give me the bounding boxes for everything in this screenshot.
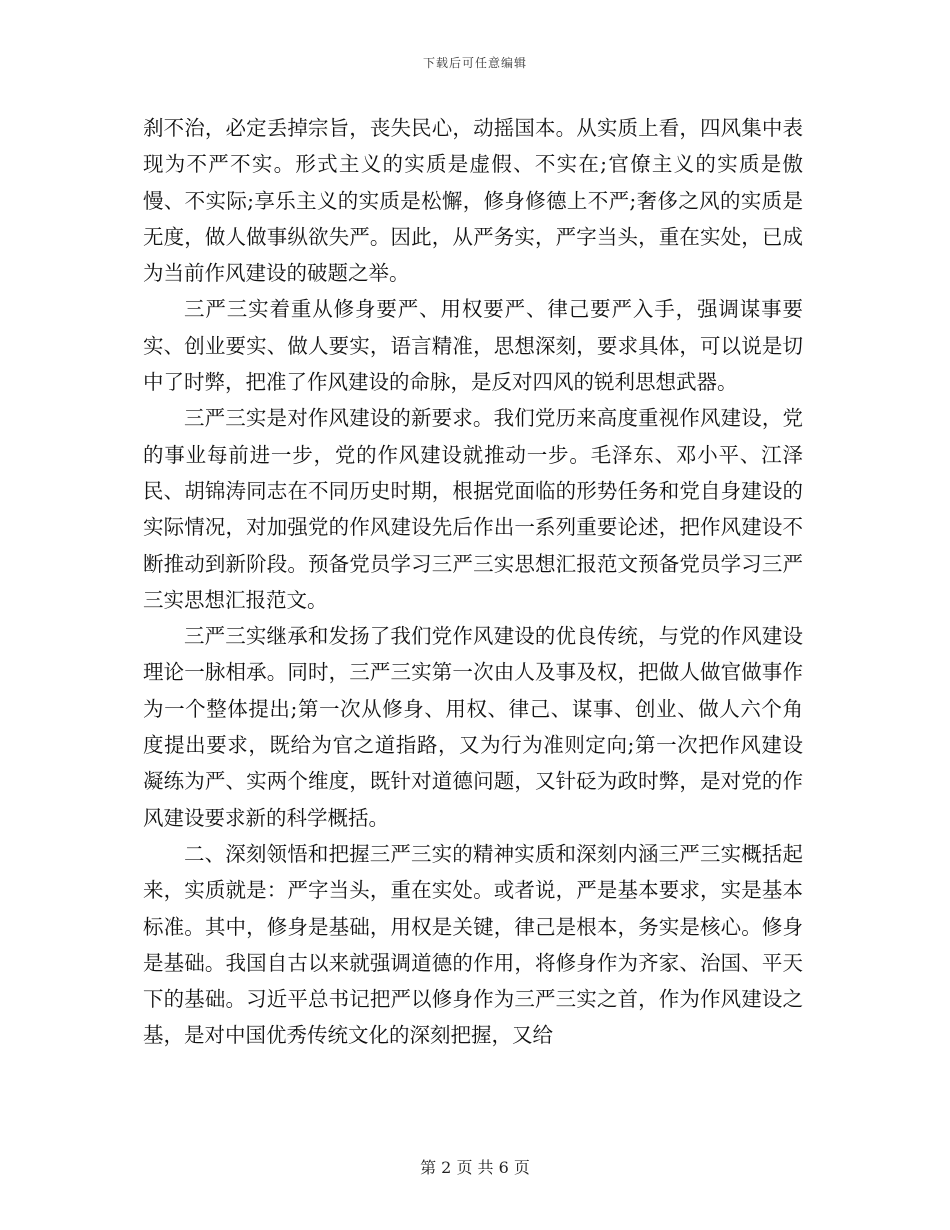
paragraph-5: 二、深刻领悟和把握三严三实的精神实质和深刻内涵三严三实概括起来，实质就是：严字当头，重在实处。或者说，严是基本要求，实是基本标准。其中，修身是基础，用权是关键，律己是根本，务实是核心。修身是基础。我国自古以来就强调道德的作用，将修身作为齐家、治国、平天下的基础。习近平总书记把严以修身作为三严三实之首，作为作风建设之基，是对中国优秀传统文化的深刻把握，又给 — [143, 841, 803, 1048]
paragraph-3: 三严三实是对作风建设的新要求。我们党历来高度重视作风建设，党的事业每前进一步，党的作风建设就推动一步。毛泽东、邓小平、江泽民、胡锦涛同志在不同历史时期，根据党面临的形势任务和党自身建设的实际情况，对加强党的作风建设先后作出一系列重要论述，把作风建设不断推动到新阶段。预备党员学习三严三实思想汇报范文预备党员学习三严三实思想汇报范文。 — [143, 406, 803, 612]
paragraph-2: 三严三实着重从修身要严、用权要严、律己要严入手，强调谋事要实、创业要实、做人要实，语言精准，思想深刻，要求具体，可以说是切中了时弊，把准了作风建设的命脉，是反对四风的锐利思想武器。 — [143, 297, 803, 395]
paragraph-4: 三严三实继承和发扬了我们党作风建设的优良传统，与党的作风建设理论一脉相承。同时，三严三实第一次由人及事及权，把做人做官做事作为一个整体提出;第一次从修身、用权、律己、谋事、创业、做人六个角度提出要求，既给为官之道指路，又为行为准则定向;第一次把作风建设凝练为严、实两个维度，既针对道德问题，又针砭为政时弊，是对党的作风建设要求新的科学概括。 — [143, 624, 803, 830]
document-body — [143, 110, 803, 1054]
page-header: 下载后可任意编辑 — [422, 56, 527, 70]
page-number-footer: 第 2 页 共 6 页 — [420, 1158, 530, 1177]
paragraph-1: 刹不治，必定丢掉宗旨，丧失民心，动摇国本。从实质上看，四风集中表现为不严不实。形式主义的实质是虚假、不实在;官僚主义的实质是傲慢、不实际;享乐主义的实质是松懈，修身修德上不严;奢侈之风的实质是无度，做人做事纵欲失严。因此，从严务实，严字当头，重在实处，已成为当前作风建设的破题之举。 — [143, 116, 803, 286]
